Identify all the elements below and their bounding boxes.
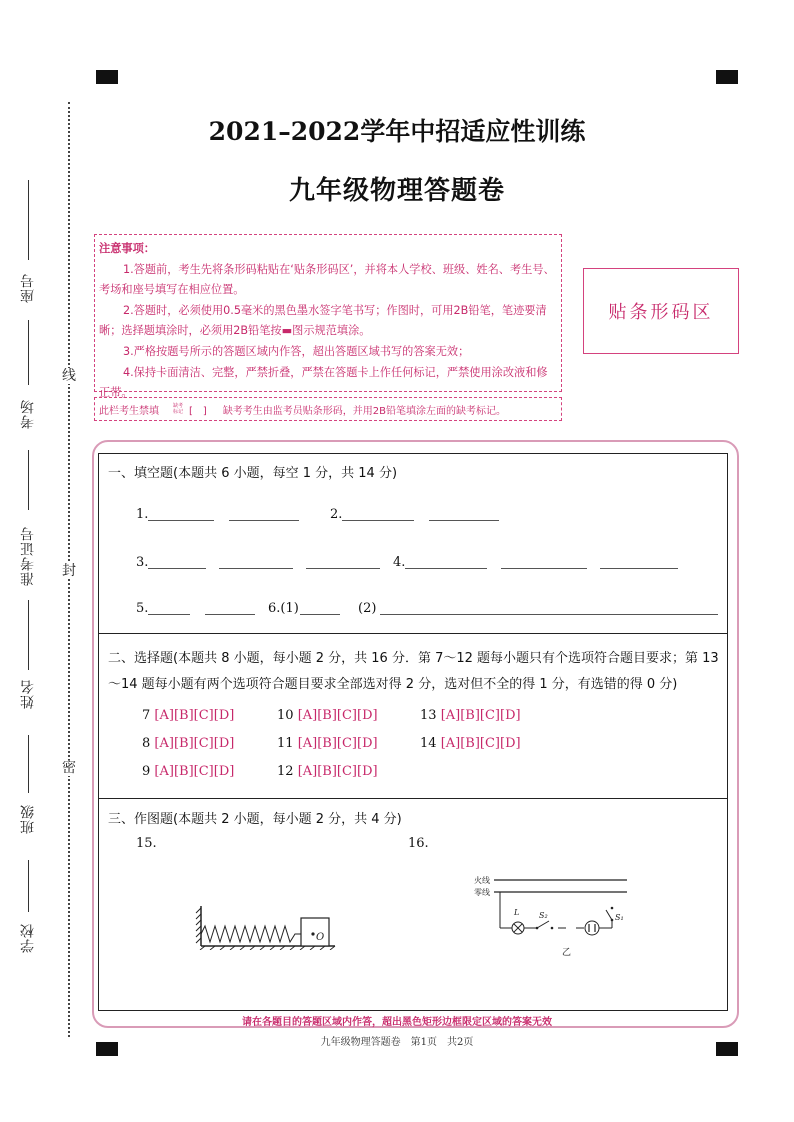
exam-subtitle: 九年级物理答题卷 bbox=[288, 176, 505, 206]
absent-mark-row bbox=[94, 397, 562, 421]
absent-small-label: 缺考标记 bbox=[173, 403, 184, 415]
q1-blank-a[interactable] bbox=[148, 520, 214, 521]
mc-options[interactable]: [A][B][C][D] bbox=[440, 708, 521, 723]
q3-blank-a[interactable] bbox=[148, 568, 206, 569]
switch2-label: S₂ bbox=[539, 911, 548, 920]
binding-word-mi: 密 bbox=[62, 760, 76, 776]
mc-number: 14 bbox=[420, 736, 437, 751]
q6-blank-2[interactable] bbox=[380, 614, 718, 615]
field-label: 姓名 bbox=[20, 679, 36, 709]
q4-blank-c[interactable] bbox=[600, 568, 678, 569]
mc-question-7[interactable] bbox=[142, 708, 234, 723]
q6-blank-1[interactable] bbox=[300, 614, 340, 615]
mc-question-11[interactable] bbox=[277, 736, 378, 751]
notice-heading: 注意事项： bbox=[99, 242, 155, 255]
q5-number: 5. bbox=[136, 601, 149, 616]
mc-number: 7 bbox=[142, 708, 151, 723]
field-label: 学校 bbox=[20, 923, 36, 953]
mc-number: 13 bbox=[420, 708, 437, 723]
mc-number: 8 bbox=[142, 736, 151, 751]
page-footer: 九年级物理答题卷 第1页 共2页 bbox=[320, 1037, 474, 1048]
circuit-caption: 乙 bbox=[562, 948, 572, 958]
notice-item: 3.严格按题号所示的答题区域内作答，超出答题区域书写的答案无效； bbox=[123, 344, 470, 358]
notice-item: 1.答题前，考生先将条形码粘贴在‘贴条形码区’，并将本人学校、班级、姓名、考生号、考场和座号填写在相应位置。 bbox=[99, 262, 555, 297]
circuit-figure[interactable] bbox=[472, 868, 632, 960]
section2-title: 二、选择题(本题共 8 小题，每小题 2 分，共 16 分．第 7～12 题每小题只有个选项符合题目要求；第 13～14 题每小题有两个选项符合题目要求全部选对得 2 分，选对但不全的得 1 分，有选错的得 0 分) bbox=[108, 651, 719, 692]
mc-question-13[interactable] bbox=[420, 708, 521, 723]
field-admission-number[interactable] bbox=[18, 450, 42, 600]
field-exam-room[interactable] bbox=[18, 320, 42, 440]
fig15-point-label: O bbox=[316, 932, 325, 943]
spring-block-figure[interactable] bbox=[195, 900, 340, 950]
section-divider bbox=[98, 798, 728, 799]
field-line bbox=[28, 320, 29, 385]
q2-blank-a[interactable] bbox=[342, 520, 414, 521]
mc-number: 11 bbox=[277, 736, 294, 751]
field-label: 班级 bbox=[20, 804, 36, 834]
mc-options[interactable]: [A][B][C][D] bbox=[440, 736, 521, 751]
mc-options[interactable]: [A][B][C][D] bbox=[297, 736, 378, 751]
mc-options[interactable]: [A][B][C][D] bbox=[154, 708, 235, 723]
mc-number: 10 bbox=[277, 708, 294, 723]
notice-item: 4.保持卡面清洁、完整，严禁折叠，严禁在答题卡上作任何标记，严禁使用涂改液和修正带。 bbox=[99, 365, 548, 400]
mc-options[interactable]: [A][B][C][D] bbox=[297, 764, 378, 779]
q6-part2-label: (2) bbox=[358, 601, 377, 616]
q3-number: 3. bbox=[136, 555, 149, 570]
q2-blank-b[interactable] bbox=[429, 520, 499, 521]
q4-number: 4. bbox=[393, 555, 406, 570]
answer-area-warning: 请在各题目的答题区域内作答，超出黑色矩形边框限定区域的答案无效 bbox=[242, 1017, 552, 1028]
q2-number: 2. bbox=[330, 507, 343, 522]
neutral-wire-label: 零线 bbox=[474, 888, 490, 897]
mc-options[interactable]: [A][B][C][D] bbox=[154, 736, 235, 751]
section1-title: 一、填空题(本题共 6 小题，每空 1 分，共 14 分) bbox=[108, 466, 398, 481]
mc-question-8[interactable] bbox=[142, 736, 234, 751]
q6-number: 6.(1) bbox=[268, 601, 299, 616]
section-divider bbox=[98, 633, 728, 634]
field-line bbox=[28, 450, 29, 510]
field-class[interactable] bbox=[18, 735, 42, 845]
field-label: 座号 bbox=[20, 273, 36, 303]
socket-symbol bbox=[585, 921, 599, 935]
field-line bbox=[28, 860, 29, 912]
q3-blank-c[interactable] bbox=[306, 568, 380, 569]
q16-number: 16. bbox=[408, 836, 429, 851]
switch1-label: S₁ bbox=[615, 913, 624, 922]
mc-options[interactable]: [A][B][C][D] bbox=[297, 708, 378, 723]
barcode-area[interactable]: 贴条形码区 bbox=[583, 268, 739, 354]
notice-item: 2.答题时，必须使用0.5毫米的黑色墨水签字笔书写；作图时，可用2B铅笔，笔迹要清晰；选择题填涂时，必须用2B铅笔按▬图示规范填涂。 bbox=[99, 303, 547, 338]
q1-blank-b[interactable] bbox=[229, 520, 299, 521]
mc-question-14[interactable] bbox=[420, 736, 521, 751]
mc-question-10[interactable] bbox=[277, 708, 378, 723]
binding-word-feng: 封 bbox=[62, 563, 76, 579]
field-name[interactable] bbox=[18, 600, 42, 720]
registration-mark-top-left bbox=[96, 70, 118, 84]
field-line bbox=[28, 735, 29, 793]
field-label: 准考证号 bbox=[20, 526, 36, 586]
q1-number: 1. bbox=[136, 507, 149, 522]
mc-question-9[interactable] bbox=[142, 764, 234, 779]
mc-number: 9 bbox=[142, 764, 151, 779]
field-school[interactable] bbox=[18, 860, 42, 960]
field-line bbox=[28, 600, 29, 670]
q5-blank-a[interactable] bbox=[148, 614, 190, 615]
mc-options[interactable]: [A][B][C][D] bbox=[154, 764, 235, 779]
binding-word-xian: 线 bbox=[62, 368, 76, 384]
absent-checkbox[interactable]: [ ] bbox=[189, 405, 207, 417]
mc-question-12[interactable] bbox=[277, 764, 378, 779]
section3-title: 三、作图题(本题共 2 小题，每小题 2 分，共 4 分) bbox=[108, 812, 402, 827]
absent-text: 缺考考生由监考员贴条形码，并用2B铅笔填涂左面的缺考标记。 bbox=[222, 405, 507, 417]
q5-blank-b[interactable] bbox=[205, 614, 255, 615]
block bbox=[301, 918, 329, 946]
q4-blank-b[interactable] bbox=[501, 568, 587, 569]
mc-number: 12 bbox=[277, 764, 294, 779]
q3-blank-b[interactable] bbox=[219, 568, 293, 569]
answer-frame-inner bbox=[98, 453, 728, 1011]
live-wire-label: 火线 bbox=[474, 876, 490, 885]
notice-box bbox=[94, 234, 562, 400]
registration-mark-top-right bbox=[716, 70, 738, 84]
spring bbox=[201, 926, 301, 942]
exam-title: 2021–2022学年中招适应性训练 bbox=[208, 117, 586, 146]
q15-number: 15. bbox=[136, 836, 157, 851]
absent-label: 此栏考生禁填 bbox=[99, 405, 159, 417]
lamp-label: L bbox=[514, 908, 520, 917]
field-label: 考场 bbox=[20, 399, 36, 429]
q4-blank-a[interactable] bbox=[405, 568, 487, 569]
